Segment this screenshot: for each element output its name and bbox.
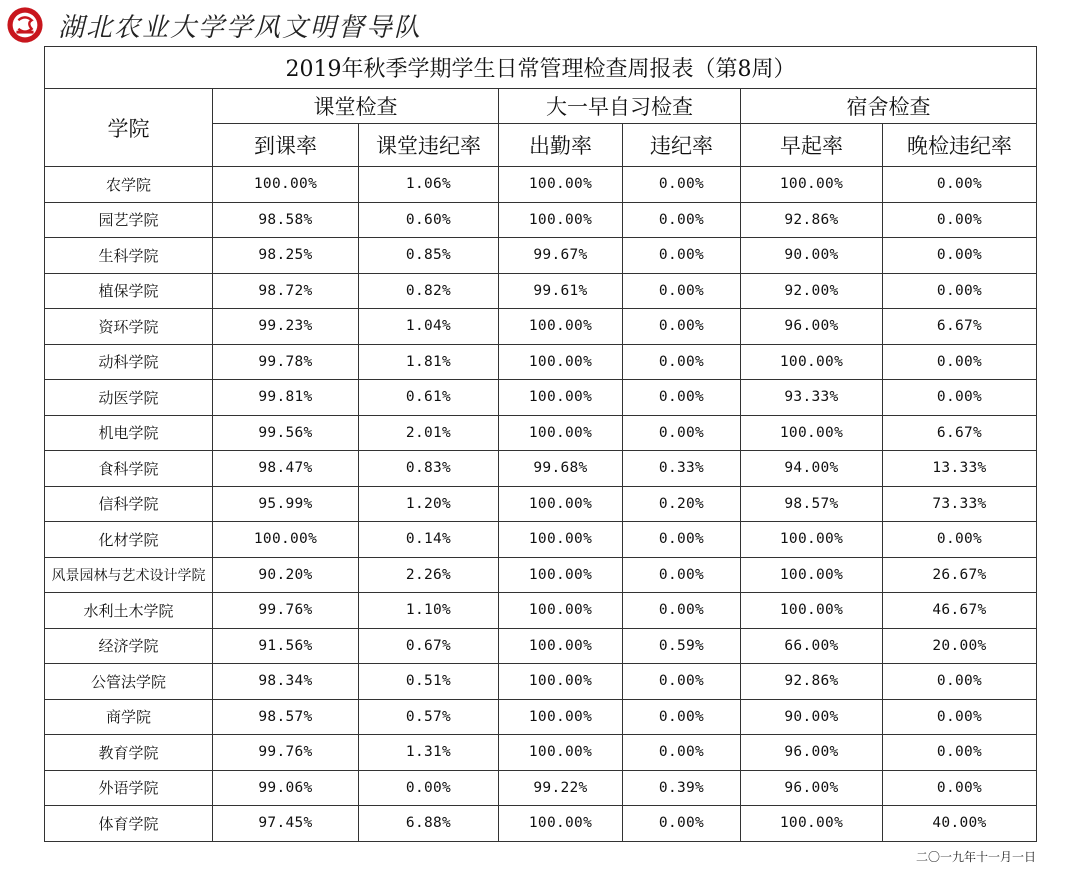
value-cell: 99.22% bbox=[499, 770, 623, 806]
sub-header-class-violation-rate: 课堂违纪率 bbox=[359, 124, 499, 167]
value-cell: 99.61% bbox=[499, 273, 623, 309]
value-cell: 100.00% bbox=[499, 344, 623, 380]
value-cell: 100.00% bbox=[741, 415, 883, 451]
value-cell: 0.00% bbox=[623, 735, 741, 771]
value-cell: 66.00% bbox=[741, 628, 883, 664]
value-cell: 2.26% bbox=[359, 557, 499, 593]
value-cell: 0.00% bbox=[623, 167, 741, 203]
value-cell: 100.00% bbox=[213, 522, 359, 558]
table-row bbox=[45, 380, 1037, 416]
value-cell: 0.67% bbox=[359, 628, 499, 664]
value-cell: 0.85% bbox=[359, 238, 499, 274]
value-cell: 100.00% bbox=[499, 593, 623, 629]
value-cell: 99.76% bbox=[213, 593, 359, 629]
college-name-cell: 化材学院 bbox=[45, 522, 213, 558]
value-cell: 6.88% bbox=[359, 806, 499, 842]
college-name-cell: 农学院 bbox=[45, 167, 213, 203]
value-cell: 91.56% bbox=[213, 628, 359, 664]
group-header-morning-study: 大一早自习检查 bbox=[499, 89, 741, 124]
value-cell: 0.00% bbox=[623, 664, 741, 700]
value-cell: 100.00% bbox=[499, 628, 623, 664]
value-cell: 98.57% bbox=[741, 486, 883, 522]
college-name-cell: 植保学院 bbox=[45, 273, 213, 309]
value-cell: 0.00% bbox=[623, 557, 741, 593]
value-cell: 98.72% bbox=[213, 273, 359, 309]
value-cell: 0.00% bbox=[623, 309, 741, 345]
value-cell: 92.86% bbox=[741, 664, 883, 700]
table-row bbox=[45, 486, 1037, 522]
value-cell: 94.00% bbox=[741, 451, 883, 487]
value-cell: 0.00% bbox=[883, 664, 1037, 700]
college-name-cell: 信科学院 bbox=[45, 486, 213, 522]
group-header-classroom: 课堂检查 bbox=[213, 89, 499, 124]
value-cell: 1.20% bbox=[359, 486, 499, 522]
value-cell: 0.00% bbox=[883, 735, 1037, 771]
college-name-cell: 公管法学院 bbox=[45, 664, 213, 700]
value-cell: 73.33% bbox=[883, 486, 1037, 522]
value-cell: 0.83% bbox=[359, 451, 499, 487]
university-seal-icon bbox=[6, 6, 44, 44]
value-cell: 1.10% bbox=[359, 593, 499, 629]
value-cell: 0.00% bbox=[623, 699, 741, 735]
table-row bbox=[45, 593, 1037, 629]
value-cell: 90.20% bbox=[213, 557, 359, 593]
value-cell: 0.00% bbox=[883, 699, 1037, 735]
college-name-cell: 机电学院 bbox=[45, 415, 213, 451]
table-row bbox=[45, 238, 1037, 274]
sub-header-presence-rate: 出勤率 bbox=[499, 124, 623, 167]
value-cell: 0.59% bbox=[623, 628, 741, 664]
value-cell: 92.86% bbox=[741, 202, 883, 238]
value-cell: 46.67% bbox=[883, 593, 1037, 629]
value-cell: 0.00% bbox=[623, 593, 741, 629]
value-cell: 0.51% bbox=[359, 664, 499, 700]
value-cell: 92.00% bbox=[741, 273, 883, 309]
value-cell: 100.00% bbox=[499, 699, 623, 735]
table-row bbox=[45, 735, 1037, 771]
value-cell: 100.00% bbox=[499, 167, 623, 203]
value-cell: 0.39% bbox=[623, 770, 741, 806]
value-cell: 100.00% bbox=[741, 806, 883, 842]
value-cell: 99.68% bbox=[499, 451, 623, 487]
table-row bbox=[45, 309, 1037, 345]
value-cell: 100.00% bbox=[741, 557, 883, 593]
value-cell: 99.56% bbox=[213, 415, 359, 451]
value-cell: 0.14% bbox=[359, 522, 499, 558]
value-cell: 100.00% bbox=[499, 415, 623, 451]
college-name-cell: 风景园林与艺术设计学院 bbox=[45, 557, 213, 593]
value-cell: 0.57% bbox=[359, 699, 499, 735]
value-cell: 93.33% bbox=[741, 380, 883, 416]
value-cell: 0.00% bbox=[623, 380, 741, 416]
value-cell: 0.00% bbox=[883, 770, 1037, 806]
college-name-cell: 动科学院 bbox=[45, 344, 213, 380]
value-cell: 0.20% bbox=[623, 486, 741, 522]
value-cell: 0.00% bbox=[883, 238, 1037, 274]
college-name-cell: 动医学院 bbox=[45, 380, 213, 416]
value-cell: 99.06% bbox=[213, 770, 359, 806]
value-cell: 98.58% bbox=[213, 202, 359, 238]
table-row bbox=[45, 628, 1037, 664]
value-cell: 6.67% bbox=[883, 309, 1037, 345]
value-cell: 0.60% bbox=[359, 202, 499, 238]
value-cell: 96.00% bbox=[741, 735, 883, 771]
value-cell: 99.76% bbox=[213, 735, 359, 771]
value-cell: 0.00% bbox=[623, 806, 741, 842]
value-cell: 100.00% bbox=[213, 167, 359, 203]
value-cell: 95.99% bbox=[213, 486, 359, 522]
sub-header-violation-rate: 违纪率 bbox=[623, 124, 741, 167]
value-cell: 13.33% bbox=[883, 451, 1037, 487]
value-cell: 0.00% bbox=[883, 522, 1037, 558]
table-row bbox=[45, 699, 1037, 735]
brand-title: 湖北农业大学学风文明督导队 bbox=[58, 12, 423, 43]
value-cell: 96.00% bbox=[741, 309, 883, 345]
value-cell: 98.25% bbox=[213, 238, 359, 274]
college-name-cell: 园艺学院 bbox=[45, 202, 213, 238]
value-cell: 0.00% bbox=[883, 344, 1037, 380]
college-name-cell: 体育学院 bbox=[45, 806, 213, 842]
value-cell: 0.82% bbox=[359, 273, 499, 309]
value-cell: 0.00% bbox=[883, 380, 1037, 416]
sub-header-attendance-rate: 到课率 bbox=[213, 124, 359, 167]
value-cell: 6.67% bbox=[883, 415, 1037, 451]
table-row bbox=[45, 202, 1037, 238]
value-cell: 1.06% bbox=[359, 167, 499, 203]
value-cell: 100.00% bbox=[741, 593, 883, 629]
value-cell: 40.00% bbox=[883, 806, 1037, 842]
value-cell: 90.00% bbox=[741, 699, 883, 735]
value-cell: 98.34% bbox=[213, 664, 359, 700]
value-cell: 100.00% bbox=[499, 664, 623, 700]
value-cell: 96.00% bbox=[741, 770, 883, 806]
value-cell: 0.61% bbox=[359, 380, 499, 416]
table-row bbox=[45, 770, 1037, 806]
report-title: 2019年秋季学期学生日常管理检查周报表（第8周） bbox=[45, 47, 1037, 89]
sub-header-early-rise-rate: 早起率 bbox=[741, 124, 883, 167]
value-cell: 0.00% bbox=[359, 770, 499, 806]
table-row bbox=[45, 664, 1037, 700]
value-cell: 0.00% bbox=[623, 344, 741, 380]
value-cell: 0.00% bbox=[623, 415, 741, 451]
weekly-report-table bbox=[44, 46, 1037, 842]
table-row bbox=[45, 451, 1037, 487]
value-cell: 98.57% bbox=[213, 699, 359, 735]
value-cell: 0.00% bbox=[883, 273, 1037, 309]
value-cell: 0.00% bbox=[623, 238, 741, 274]
table-row bbox=[45, 522, 1037, 558]
value-cell: 100.00% bbox=[499, 735, 623, 771]
value-cell: 97.45% bbox=[213, 806, 359, 842]
college-header: 学院 bbox=[45, 89, 213, 167]
table-row bbox=[45, 806, 1037, 842]
value-cell: 100.00% bbox=[499, 380, 623, 416]
value-cell: 0.00% bbox=[623, 202, 741, 238]
value-cell: 99.78% bbox=[213, 344, 359, 380]
value-cell: 98.47% bbox=[213, 451, 359, 487]
college-name-cell: 资环学院 bbox=[45, 309, 213, 345]
value-cell: 20.00% bbox=[883, 628, 1037, 664]
group-header-dormitory: 宿舍检查 bbox=[741, 89, 1037, 124]
table-row bbox=[45, 167, 1037, 203]
value-cell: 2.01% bbox=[359, 415, 499, 451]
value-cell: 1.81% bbox=[359, 344, 499, 380]
value-cell: 99.81% bbox=[213, 380, 359, 416]
college-name-cell: 商学院 bbox=[45, 699, 213, 735]
college-name-cell: 外语学院 bbox=[45, 770, 213, 806]
value-cell: 0.33% bbox=[623, 451, 741, 487]
table-row bbox=[45, 344, 1037, 380]
table-row bbox=[45, 415, 1037, 451]
college-name-cell: 教育学院 bbox=[45, 735, 213, 771]
value-cell: 100.00% bbox=[499, 309, 623, 345]
college-name-cell: 经济学院 bbox=[45, 628, 213, 664]
value-cell: 1.31% bbox=[359, 735, 499, 771]
value-cell: 1.04% bbox=[359, 309, 499, 345]
college-name-cell: 水利土木学院 bbox=[45, 593, 213, 629]
college-name-cell: 食科学院 bbox=[45, 451, 213, 487]
value-cell: 100.00% bbox=[499, 202, 623, 238]
value-cell: 100.00% bbox=[499, 522, 623, 558]
value-cell: 99.23% bbox=[213, 309, 359, 345]
value-cell: 0.00% bbox=[883, 167, 1037, 203]
brand-header bbox=[6, 4, 422, 46]
table-row bbox=[45, 557, 1037, 593]
value-cell: 0.00% bbox=[623, 273, 741, 309]
value-cell: 100.00% bbox=[741, 167, 883, 203]
value-cell: 99.67% bbox=[499, 238, 623, 274]
value-cell: 100.00% bbox=[499, 806, 623, 842]
value-cell: 26.67% bbox=[883, 557, 1037, 593]
value-cell: 100.00% bbox=[499, 486, 623, 522]
value-cell: 100.00% bbox=[741, 522, 883, 558]
value-cell: 100.00% bbox=[499, 557, 623, 593]
report-date: 二〇一九年十一月一日 bbox=[915, 850, 1036, 864]
sub-header-night-check-violation-rate: 晚检违纪率 bbox=[883, 124, 1037, 167]
college-name-cell: 生科学院 bbox=[45, 238, 213, 274]
value-cell: 0.00% bbox=[883, 202, 1037, 238]
value-cell: 100.00% bbox=[741, 344, 883, 380]
value-cell: 90.00% bbox=[741, 238, 883, 274]
table-row bbox=[45, 273, 1037, 309]
value-cell: 0.00% bbox=[623, 522, 741, 558]
